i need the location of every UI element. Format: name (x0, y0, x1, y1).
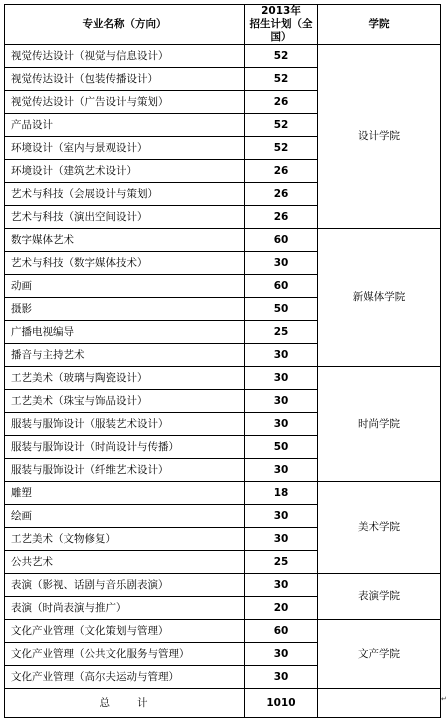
major-name: 视觉传达设计（包装传播设计） (5, 68, 245, 91)
header-major: 专业名称（方向） (5, 5, 245, 45)
enrollment-count: 52 (245, 114, 318, 137)
major-name: 服装与服饰设计（时尚设计与传播） (5, 436, 245, 459)
table-body (5, 45, 441, 689)
header-plan-year: 2013年 (261, 5, 301, 17)
major-name: 工艺美术（文物修复） (5, 528, 245, 551)
enrollment-count: 50 (245, 436, 318, 459)
enrollment-count: 30 (245, 390, 318, 413)
table-row (5, 620, 441, 643)
major-name: 工艺美术（珠宝与饰品设计） (5, 390, 245, 413)
major-name: 服装与服饰设计（服装艺术设计） (5, 413, 245, 436)
major-name: 视觉传达设计（广告设计与策划） (5, 91, 245, 114)
enrollment-count: 60 (245, 275, 318, 298)
school-name: 美术学院 (318, 482, 441, 574)
table-header-row (5, 5, 441, 45)
enrollment-count: 26 (245, 183, 318, 206)
enrollment-count: 30 (245, 505, 318, 528)
major-name: 环境设计（建筑艺术设计） (5, 160, 245, 183)
total-count: 1010 (245, 689, 318, 718)
enrollment-count: 30 (245, 413, 318, 436)
enrollment-count: 26 (245, 91, 318, 114)
enrollment-count: 30 (245, 666, 318, 689)
enrollment-count: 30 (245, 574, 318, 597)
school-name: 设计学院 (318, 45, 441, 229)
major-name: 表演（时尚表演与推广） (5, 597, 245, 620)
enrollment-count: 20 (245, 597, 318, 620)
major-name: 公共艺术 (5, 551, 245, 574)
enrollment-count: 60 (245, 620, 318, 643)
major-name: 产品设计 (5, 114, 245, 137)
table-row (5, 367, 441, 390)
major-name: 播音与主持艺术 (5, 344, 245, 367)
paragraph-mark: ↵ (441, 695, 447, 703)
enrollment-count: 30 (245, 367, 318, 390)
major-name: 摄影 (5, 298, 245, 321)
major-name: 数字媒体艺术 (5, 229, 245, 252)
header-plan (245, 5, 318, 45)
total-school-empty (318, 689, 441, 718)
major-name: 环境设计（室内与景观设计） (5, 137, 245, 160)
major-name: 服装与服饰设计（纤维艺术设计） (5, 459, 245, 482)
enrollment-count: 30 (245, 643, 318, 666)
major-name: 文化产业管理（文化策划与管理） (5, 620, 245, 643)
enrollment-count: 52 (245, 68, 318, 91)
major-name: 表演（影视、话剧与音乐剧表演） (5, 574, 245, 597)
enrollment-plan-table (4, 4, 441, 718)
major-name: 文化产业管理（公共文化服务与管理） (5, 643, 245, 666)
enrollment-count: 52 (245, 137, 318, 160)
major-name: 艺术与科技（会展设计与策划） (5, 183, 245, 206)
major-name: 艺术与科技（演出空间设计） (5, 206, 245, 229)
school-name: 文产学院 (318, 620, 441, 689)
table-row (5, 45, 441, 68)
major-name: 视觉传达设计（视觉与信息设计） (5, 45, 245, 68)
major-name: 绘画 (5, 505, 245, 528)
header-plan-label: 招生计划（全国） (249, 18, 313, 43)
major-name: 文化产业管理（高尔夫运动与管理） (5, 666, 245, 689)
enrollment-count: 30 (245, 344, 318, 367)
major-name: 艺术与科技（数字媒体技术） (5, 252, 245, 275)
major-name: 工艺美术（玻璃与陶瓷设计） (5, 367, 245, 390)
enrollment-count: 50 (245, 298, 318, 321)
enrollment-count: 30 (245, 459, 318, 482)
enrollment-count: 52 (245, 45, 318, 68)
enrollment-count: 30 (245, 252, 318, 275)
total-label: 总 计 (5, 689, 245, 718)
table-row (5, 482, 441, 505)
major-name: 雕塑 (5, 482, 245, 505)
school-name: 时尚学院 (318, 367, 441, 482)
major-name: 广播电视编导 (5, 321, 245, 344)
enrollment-count: 26 (245, 160, 318, 183)
enrollment-count: 26 (245, 206, 318, 229)
major-name: 动画 (5, 275, 245, 298)
table-row (5, 229, 441, 252)
enrollment-count: 30 (245, 528, 318, 551)
enrollment-count: 25 (245, 551, 318, 574)
enrollment-count: 18 (245, 482, 318, 505)
enrollment-count: 25 (245, 321, 318, 344)
header-school: 学院 (318, 5, 441, 45)
enrollment-count: 60 (245, 229, 318, 252)
total-row (5, 689, 441, 718)
school-name: 表演学院 (318, 574, 441, 620)
table-row (5, 574, 441, 597)
school-name: 新媒体学院 (318, 229, 441, 367)
